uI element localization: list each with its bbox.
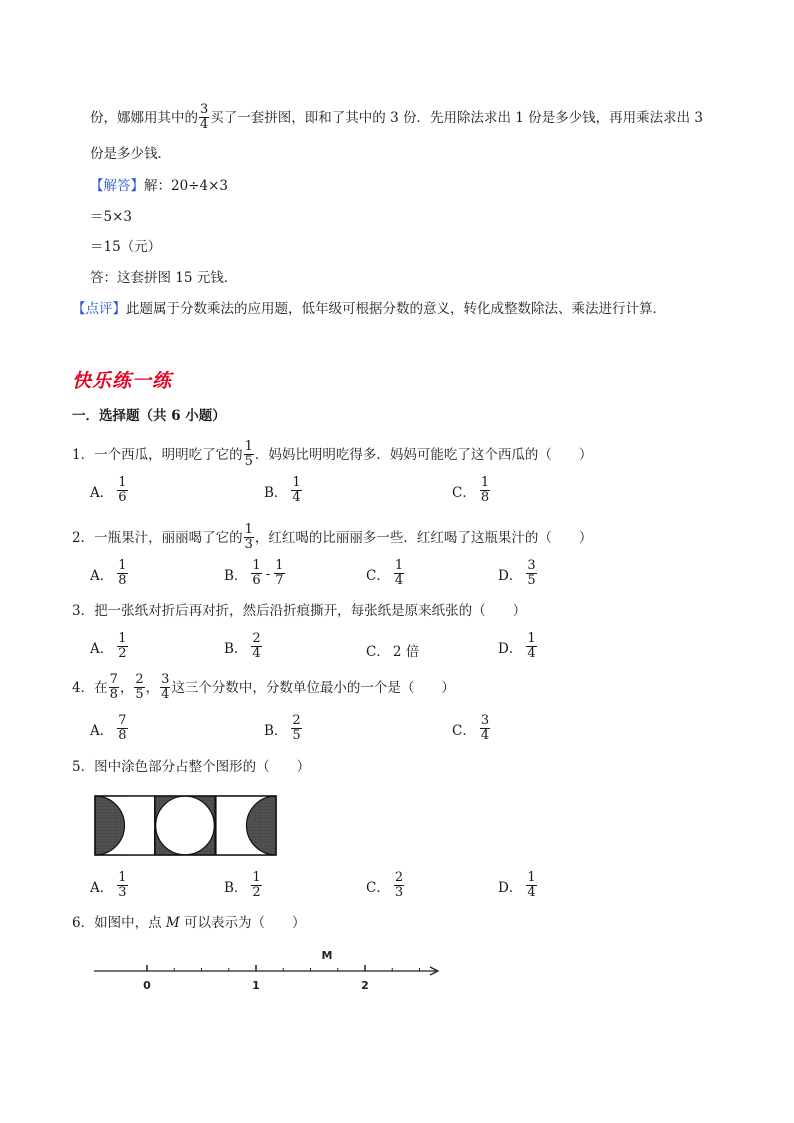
q2-option-c[interactable]: C． $\frac{1}{4}$ — [366, 558, 404, 588]
number-line — [92, 944, 444, 994]
q1-option-c[interactable]: C． $\frac{1}{8}$ — [452, 475, 490, 505]
fraction: $\frac{3}{4}$ — [200, 102, 209, 132]
fraction: $\frac{3}{4}$ — [161, 672, 170, 702]
fraction: $\frac{1}{3}$ — [244, 522, 253, 552]
intro-line-1 — [90, 103, 703, 132]
answer-line: 【解答】解：20÷4×3 — [90, 178, 228, 194]
minor-ticks — [147, 965, 420, 971]
q5-option-b[interactable]: B． $\frac{1}{2}$ — [224, 870, 261, 900]
comment-line: 【点评】此题属于分数乘法的应用题，低年级可根据分数的意义，转化成整数除法、乘法进行计算． — [72, 301, 666, 317]
section-title: 快乐练一练 — [72, 370, 173, 392]
answer-final: 答：这套拼图 15 元钱． — [90, 270, 238, 286]
intro-text-a: 份，娜娜用其中的 — [90, 109, 198, 126]
question-5: 5．图中涂色部分占整个图形的（ ） — [72, 759, 311, 775]
intro-text-b: 买了一套拼图，即和了其中的 3 份．先用除法求出 1 份是多少钱，再用乘法求出 3 — [210, 109, 704, 126]
answer-expression: 20÷4×3 — [171, 178, 228, 194]
comment-tag: 【点评】 — [72, 301, 126, 317]
tick-label-0: 0 — [143, 979, 151, 992]
q4-option-a[interactable]: A． $\frac{7}{8}$ — [90, 713, 127, 743]
shaded-figure — [94, 795, 278, 857]
intro-line-2: 份是多少钱． — [90, 146, 171, 162]
section-heading: 一．选择题（共 6 小题） — [72, 408, 226, 424]
middle-circle — [156, 796, 215, 855]
q5-option-d[interactable]: D． $\frac{1}{4}$ — [498, 870, 536, 900]
q1-option-b[interactable]: B． $\frac{1}{4}$ — [264, 475, 301, 505]
q2-option-a[interactable]: A． $\frac{1}{8}$ — [90, 558, 127, 588]
q3-option-d[interactable]: D． $\frac{1}{4}$ — [498, 631, 536, 661]
left-cell-blank — [125, 796, 154, 855]
fraction: $\frac{2}{5}$ — [135, 672, 144, 702]
q3-option-c[interactable]: C． 2 倍 — [366, 644, 420, 660]
question-6: 6．如图中，点 M 可以表示为（ ） — [72, 915, 306, 931]
q5-option-a[interactable]: A． $\frac{1}{3}$ — [90, 870, 127, 900]
q5-option-c[interactable]: C． $\frac{2}{3}$ — [366, 870, 404, 900]
fraction: $\frac{1}{5}$ — [244, 439, 253, 469]
answer-step-2: ＝15（元） — [90, 239, 162, 255]
question-2: 2．一瓶果汁，丽丽喝了它的 $\frac{1}{3}$ ，红红喝的比丽丽多一些．红红喝了这瓶果汁的（ ） — [72, 522, 593, 552]
point-m-label: M — [321, 949, 333, 962]
question-3: 3．把一张纸对折后再对折，然后沿折痕撕开，每张纸是原来纸张的（ ） — [72, 603, 527, 619]
q2-option-d[interactable]: D． $\frac{3}{5}$ — [498, 558, 536, 588]
question-4: 4．在 $\frac{7}{8}$ ， $\frac{2}{5}$ ， $\frac{3}{4}$ 这三个分数中，分数单位最小的一个是（ ） — [72, 672, 455, 702]
answer-step-1: ＝5×3 — [90, 209, 132, 225]
q3-option-a[interactable]: A． $\frac{1}{2}$ — [90, 631, 127, 661]
q1-option-a[interactable]: A． $\frac{1}{6}$ — [90, 475, 127, 505]
tick-label-2: 2 — [361, 979, 369, 992]
point-m-italic: M — [165, 915, 180, 931]
q4-option-c[interactable]: C． $\frac{3}{4}$ — [452, 713, 490, 743]
fraction: $\frac{7}{8}$ — [109, 672, 118, 702]
q2-option-b[interactable]: B． $\frac{1}{6}$ - $\frac{1}{7}$ — [224, 558, 284, 588]
q3-option-b[interactable]: B． $\frac{2}{4}$ — [224, 631, 261, 661]
answer-tag: 【解答】 — [90, 178, 144, 194]
question-1: 1．一个西瓜，明明吃了它的 $\frac{1}{5}$ ．妈妈比明明吃得多．妈妈可能吃了这个西瓜的（ ） — [72, 439, 593, 469]
q4-option-b[interactable]: B． $\frac{2}{5}$ — [264, 713, 301, 743]
tick-label-1: 1 — [252, 979, 260, 992]
